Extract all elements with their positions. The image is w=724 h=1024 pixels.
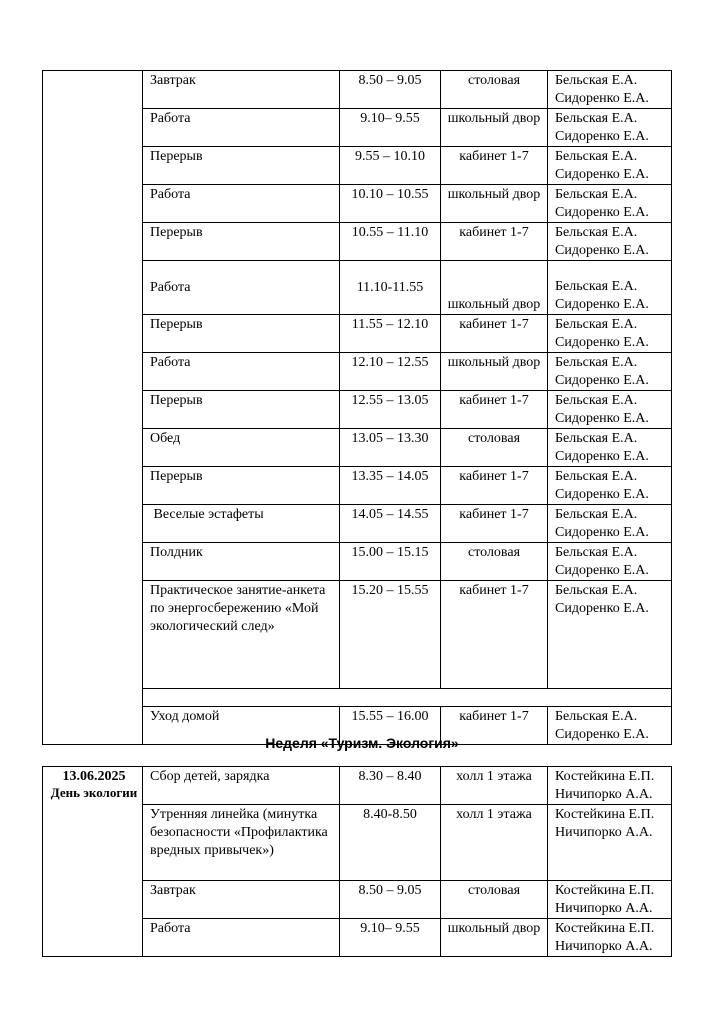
place-cell: школьный двор: [441, 261, 548, 315]
activity-cell: Работа: [143, 353, 340, 391]
time-cell: 10.10 – 10.55: [340, 185, 441, 223]
staff-name: Костейкина Е.П.: [555, 883, 655, 898]
time-cell: 11.10-11.55: [340, 261, 441, 315]
time-cell: 9.10– 9.55: [340, 109, 441, 147]
staff-cell: [548, 767, 672, 805]
staff-name: Бельская Е.А.: [555, 187, 638, 202]
place-cell: школьный двор: [441, 185, 548, 223]
time-cell: 8.40-8.50: [340, 805, 441, 881]
activity-cell: Перерыв: [143, 315, 340, 353]
time-cell: 9.10– 9.55: [340, 919, 441, 957]
staff-name: Бельская Е.А.: [555, 545, 638, 560]
activity-cell: Работа: [143, 261, 340, 315]
activity-cell: Обед: [143, 429, 340, 467]
place-cell: кабинет 1-7: [441, 147, 548, 185]
activity-cell: Практическое занятие-анкета по энергосбережению «Мой экологический след»: [143, 581, 340, 689]
time-cell: 14.05 – 14.55: [340, 505, 441, 543]
spacer-cell: [143, 689, 672, 707]
place-cell: столовая: [441, 429, 548, 467]
table-row: [43, 71, 672, 109]
staff-cell: [548, 223, 672, 261]
place-cell: школьный двор: [441, 919, 548, 957]
staff-name: Бельская Е.А.: [555, 355, 638, 370]
activity-cell: Завтрак: [143, 71, 340, 109]
staff-name: Сидоренко Е.А.: [555, 205, 649, 220]
staff-name: Бельская Е.А.: [555, 507, 638, 522]
time-cell: 8.50 – 9.05: [340, 71, 441, 109]
staff-cell: [548, 353, 672, 391]
staff-name: Ничипорко А.А.: [555, 939, 653, 954]
activity-cell: Работа: [143, 919, 340, 957]
activity-cell: Перерыв: [143, 391, 340, 429]
time-cell: 13.35 – 14.05: [340, 467, 441, 505]
place-cell: холл 1 этажа: [441, 805, 548, 881]
staff-cell: [548, 805, 672, 881]
staff-cell: [548, 581, 672, 689]
staff-name: Бельская Е.А.: [555, 709, 638, 724]
activity-cell: Полдник: [143, 543, 340, 581]
staff-name: Бельская Е.А.: [555, 111, 638, 126]
place-cell: кабинет 1-7: [441, 707, 548, 745]
staff-cell: [548, 261, 672, 315]
staff-name: Сидоренко Е.А.: [555, 487, 649, 502]
staff-cell: [548, 147, 672, 185]
staff-name: Бельская Е.А.: [555, 73, 638, 88]
staff-cell: [548, 109, 672, 147]
staff-name: Сидоренко Е.А.: [555, 727, 649, 742]
staff-name: Сидоренко Е.А.: [555, 129, 649, 144]
staff-name: Сидоренко Е.А.: [555, 243, 649, 258]
staff-cell: [548, 315, 672, 353]
activity-cell: Работа: [143, 185, 340, 223]
day-title: День экологии: [50, 785, 138, 800]
staff-cell: [548, 467, 672, 505]
staff-name: Бельская Е.А.: [555, 149, 638, 164]
place-cell: кабинет 1-7: [441, 505, 548, 543]
activity-cell: Перерыв: [143, 223, 340, 261]
staff-name: Бельская Е.А.: [555, 279, 638, 294]
time-cell: 8.30 – 8.40: [340, 767, 441, 805]
activity-cell: Сбор детей, зарядка: [143, 767, 340, 805]
day-cell-empty: [43, 71, 143, 745]
place-cell: столовая: [441, 881, 548, 919]
staff-name: Сидоренко Е.А.: [555, 601, 649, 616]
staff-name: Сидоренко Е.А.: [555, 335, 649, 350]
staff-cell: [548, 543, 672, 581]
staff-name: Сидоренко Е.А.: [555, 91, 649, 106]
week-heading: Неделя «Туризм. Экология»: [265, 735, 459, 751]
staff-cell: [548, 919, 672, 957]
staff-cell: [548, 71, 672, 109]
place-cell: столовая: [441, 71, 548, 109]
staff-name: Сидоренко Е.А.: [555, 449, 649, 464]
staff-name: Ничипорко А.А.: [555, 825, 653, 840]
staff-name: Бельская Е.А.: [555, 431, 638, 446]
staff-cell: [548, 881, 672, 919]
time-cell: 15.55 – 16.00: [340, 707, 441, 745]
staff-name: Сидоренко Е.А.: [555, 525, 649, 540]
staff-name: Ничипорко А.А.: [555, 901, 653, 916]
staff-cell: [548, 505, 672, 543]
activity-cell: Веселые эстафеты: [143, 505, 340, 543]
staff-name: Сидоренко Е.А.: [555, 411, 649, 426]
schedule-table-continued: [42, 70, 672, 745]
time-cell: 15.00 – 15.15: [340, 543, 441, 581]
time-cell: 10.55 – 11.10: [340, 223, 441, 261]
place-cell: школьный двор: [441, 109, 548, 147]
place-cell: школьный двор: [441, 353, 548, 391]
staff-cell: [548, 429, 672, 467]
day-cell: [43, 767, 143, 957]
staff-name: Костейкина Е.П.: [555, 769, 655, 784]
staff-name: Сидоренко Е.А.: [555, 373, 649, 388]
time-cell: 11.55 – 12.10: [340, 315, 441, 353]
staff-name: Ничипорко А.А.: [555, 787, 653, 802]
staff-cell: [548, 185, 672, 223]
place-cell: кабинет 1-7: [441, 467, 548, 505]
activity-cell: Завтрак: [143, 881, 340, 919]
table-row: [43, 767, 672, 805]
staff-name: Сидоренко Е.А.: [555, 563, 649, 578]
activity-cell: Уход домой: [143, 707, 340, 745]
staff-name: Бельская Е.А.: [555, 393, 638, 408]
place-cell: кабинет 1-7: [441, 391, 548, 429]
place-cell: кабинет 1-7: [441, 581, 548, 689]
activity-cell: Утренняя линейка (минутка безопасности «Профилактика вредных привычек»): [143, 805, 340, 881]
time-cell: 9.55 – 10.10: [340, 147, 441, 185]
time-cell: 12.55 – 13.05: [340, 391, 441, 429]
activity-cell: Работа: [143, 109, 340, 147]
place-cell: столовая: [441, 543, 548, 581]
schedule-table-day-ecology: [42, 766, 672, 957]
activity-cell: Перерыв: [143, 467, 340, 505]
staff-name: Бельская Е.А.: [555, 583, 638, 598]
place-cell: кабинет 1-7: [441, 315, 548, 353]
staff-name: Бельская Е.А.: [555, 225, 638, 240]
staff-name: Сидоренко Е.А.: [555, 297, 649, 312]
staff-name: Костейкина Е.П.: [555, 807, 655, 822]
place-cell: холл 1 этажа: [441, 767, 548, 805]
staff-name: Бельская Е.А.: [555, 317, 638, 332]
staff-cell: [548, 391, 672, 429]
time-cell: 15.20 – 15.55: [340, 581, 441, 689]
activity-cell: Перерыв: [143, 147, 340, 185]
time-cell: 12.10 – 12.55: [340, 353, 441, 391]
staff-name: Костейкина Е.П.: [555, 921, 655, 936]
place-cell: кабинет 1-7: [441, 223, 548, 261]
staff-name: Бельская Е.А.: [555, 469, 638, 484]
time-cell: 13.05 – 13.30: [340, 429, 441, 467]
time-cell: 8.50 – 9.05: [340, 881, 441, 919]
staff-name: Сидоренко Е.А.: [555, 167, 649, 182]
day-date: 13.06.2025: [62, 769, 126, 784]
